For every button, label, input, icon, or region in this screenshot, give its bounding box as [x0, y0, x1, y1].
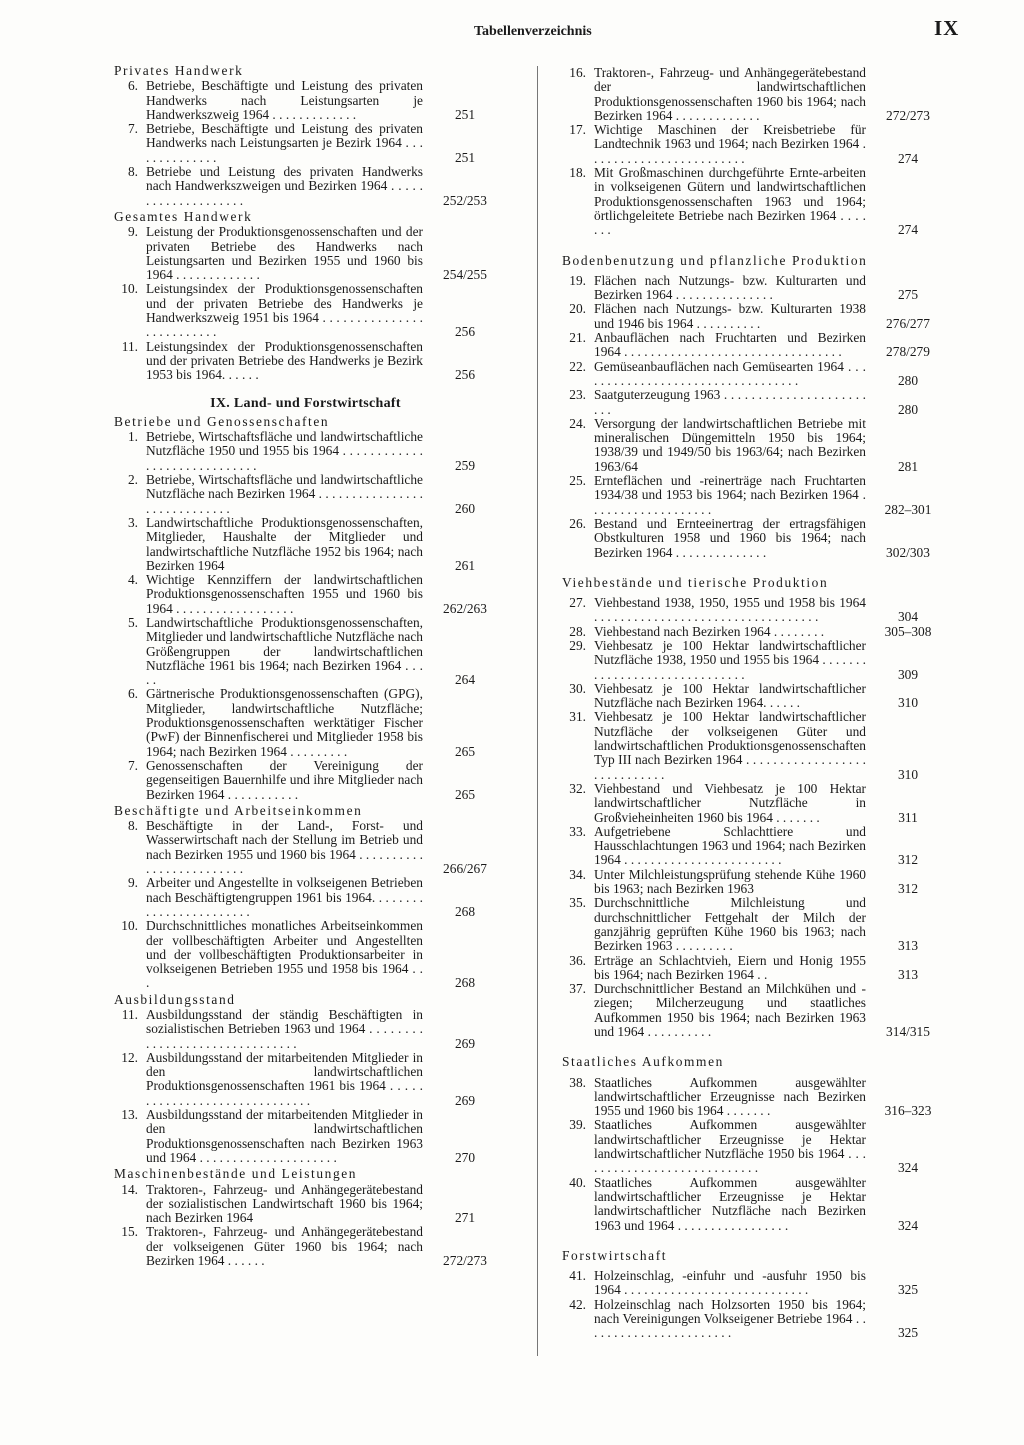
- entry-title: Viehbestand 1938, 1950, 1955 und 1958 bis 1964 . . . . . . . . . . . . . . . . . . . . . . . . . . . . . . . . . .: [594, 595, 866, 625]
- entry-title: Leistung der Produktionsgenossenschaften und der privaten Betriebe des Handwerks nach Leistungsarten und Bezirken 1955 und 1960 bis 1964 . . . . . . . . . . . . .: [146, 224, 423, 283]
- entry-title: Aufgetriebene Schlachttiere und Hausschlachtungen 1963 und 1964; nach Bezirken 1964 . . . . . . . . . . . . . . . . . . . . . . . .: [594, 823, 866, 868]
- entry-number: 9.: [127, 875, 138, 891]
- entry-number: 38.: [569, 1074, 586, 1090]
- entry-page-ref: 313: [897, 938, 919, 954]
- entry-number: 19.: [569, 272, 586, 288]
- section-heading: Privates Handwerk: [114, 63, 244, 78]
- toc-entry: [556, 639, 946, 682]
- entry-title: Durchschnittliches monatliches Arbeitseinkommen der vollbeschäftigten Arbeiter und Angestellten und der vollbeschäftigten Produktionsarbeiter in volkseigenen Betrieben 1955 und 1958 bis 1964 . . .: [146, 918, 423, 991]
- chapter-heading: IX. Land- und Forstwirtschaft: [210, 395, 401, 411]
- toc-entry: [108, 759, 503, 802]
- toc-entry: [108, 1008, 503, 1051]
- entry-page-ref: 275: [897, 287, 919, 303]
- entry-page-ref: 309: [897, 666, 919, 682]
- entry-page-ref: 268: [454, 903, 476, 919]
- toc-entry: [556, 868, 946, 897]
- toc-entry: [556, 782, 946, 825]
- page-header: [0, 16, 1024, 44]
- section-heading: Ausbildungsstand: [114, 991, 236, 1007]
- section-heading: Gesamtes Handwerk: [114, 208, 253, 224]
- entry-title: Unter Milchleistungsprüfung stehende Kühe 1960 bis 1963; nach Bezirken 1963: [594, 866, 866, 897]
- toc-entry: [108, 340, 503, 383]
- entry-title: Wichtige Maschinen der Kreisbetriebe für Landtechnik 1963 und 1964; nach Bezirken 1964 . . . . . . . . . . . . . . . . . . . . . . . .: [594, 122, 866, 166]
- entry-title: Traktoren-, Fahrzeug- und Anhängegerätebestand der volkseigenen Güter 1960 bis 1964; nach Bezirken 1964 . . . . . .: [146, 1224, 423, 1269]
- entry-page-ref: 272/273: [886, 107, 930, 123]
- toc-entry: [108, 687, 503, 758]
- entry-page-ref: 312: [897, 852, 919, 868]
- entry-title: Betriebe, Beschäftigte und Leistung des privaten Handwerks nach Leistungsarten je Handwerkszweig 1964 . . . . . . . . . . . . .: [146, 78, 423, 122]
- entry-page-ref: 269: [454, 1035, 476, 1051]
- entry-number: 17.: [569, 122, 586, 138]
- entry-title: Viehbesatz je 100 Hektar landwirtschaftlicher Nutzfläche nach Bezirken 1964. . . . . .: [594, 680, 866, 711]
- entry-number: 25.: [569, 473, 586, 489]
- entry-number: 2.: [127, 472, 138, 488]
- section-heading: Maschinenbestände und Leistungen: [114, 1166, 358, 1182]
- entry-number: 10.: [121, 918, 138, 934]
- toc-entry: [556, 710, 946, 781]
- toc-entry: [556, 982, 946, 1039]
- entry-number: 21.: [569, 330, 586, 346]
- entry-title: Betriebe, Wirtschaftsfläche und landwirtschaftliche Nutzfläche nach Bezirken 1964 . . . . . . . . . . . . . . . . . . . . . . . . . . . . .: [146, 472, 423, 516]
- entry-title: Versorgung der landwirtschaftlichen Betriebe mit mineralischen Düngemitteln 1950 bis 1964; 1938/39 und 1949/50 bis 1963/64; nach Bezirken 1963/64: [594, 415, 866, 474]
- entry-page-ref: 274: [897, 150, 919, 166]
- entry-title: Leistungsindex der Produktionsgenossenschaften und der privaten Betriebe des Handwerks je Bezirk 1953 bis 1964. . . . . .: [146, 338, 423, 383]
- entry-title: Ernteflächen und -reinerträge nach Fruchtarten 1934/38 und 1953 bis 1964; nach Bezirken 1964 . . . . . . . . . . . . . . . . . . .: [594, 473, 866, 517]
- entry-title: Landwirtschaftliche Produktionsgenossenschaften, Mitglieder und landwirtschaftliche Nutzfläche nach Größengruppen der landwirtschaftlichen Nutzfläche 1961 bis 1964; nach Bezirken 1964 . . . . .: [146, 614, 423, 688]
- entry-number: 5.: [127, 614, 138, 630]
- entry-page-ref: 281: [897, 458, 919, 474]
- entry-page-ref: 316–323: [884, 1103, 932, 1119]
- entry-number: 9.: [127, 224, 138, 240]
- entry-title: Bestand und Ernteeinertrag der ertragsfähigen Obstkulturen 1958 und 1960 bis 1964; nach Bezirken 1964 . . . . . . . . . . . . . .: [594, 515, 866, 560]
- entry-title: Durchschnittlicher Bestand an Milchkühen und -ziegen; Milcherzeugung und staatliches Aufkommen 1950 bis 1964; nach Bezirken 1963 und 1964 . . . . . . . . . .: [594, 981, 866, 1039]
- entry-number: 34.: [569, 866, 586, 882]
- page-number: IX: [934, 16, 960, 40]
- entry-title: Anbauflächen nach Fruchtarten und Bezirken 1964 . . . . . . . . . . . . . . . . . . . . . . . . . . . . . . . . .: [594, 330, 866, 360]
- entry-page-ref: 262/263: [443, 600, 487, 616]
- toc-entry: [556, 825, 946, 868]
- entry-page-ref: 251: [454, 149, 476, 165]
- entry-number: 10.: [121, 281, 138, 297]
- entry-title: Leistungsindex der Produktionsgenossenschaften und der privaten Betriebe des Handwerks je Handwerkszweig 1951 bis 1964 . . . . . . . . . . . . . . . . . . . . . . . . . .: [146, 281, 423, 340]
- entry-page-ref: 269: [454, 1092, 476, 1108]
- entry-page-ref: 266/267: [443, 861, 487, 877]
- toc-entry: [556, 1269, 946, 1298]
- section-heading: Betriebe und Genossenschaften: [114, 413, 330, 429]
- entry-title: Staatliches Aufkommen ausgewählter landwirtschaftlicher Erzeugnisse je Hektar landwirtschaftlicher Nutzfläche 1950 bis 1964 . . . . . . . . . . . . . . . . . . . . . . . . . . . .: [594, 1117, 866, 1176]
- section-heading: Beschäftigte und Arbeitseinkommen: [114, 802, 363, 818]
- toc-entry: [108, 919, 503, 990]
- entry-page-ref: 280: [897, 401, 919, 417]
- toc-entry: [108, 282, 503, 339]
- entry-title: Traktoren-, Fahrzeug- und Anhängegerätebestand der sozialistischen Landwirtschaft 1960 bis 1964; nach Bezirken 1964: [146, 1181, 423, 1226]
- entry-title: Flächen nach Nutzungs- bzw. Kulturarten und Bezirken 1964 . . . . . . . . . . . . . . .: [594, 272, 866, 303]
- entry-number: 14.: [121, 1181, 138, 1197]
- entry-page-ref: 265: [454, 743, 476, 759]
- left-column: [108, 62, 503, 1268]
- toc-entry: [556, 474, 946, 517]
- entry-title: Traktoren-, Fahrzeug- und Anhängegerätebestand der landwirtschaftlichen Produktionsgenossenschaften 1960 bis 1964; nach Bezirken 1964 . . . . . . . . . . . . .: [594, 65, 866, 123]
- toc-entry: [556, 123, 946, 166]
- entry-title: Staatliches Aufkommen ausgewählter landwirtschaftlicher Erzeugnisse nach Bezirken 1955 und 1960 bis 1964 . . . . . . .: [594, 1074, 866, 1119]
- entry-page-ref: 256: [454, 367, 476, 383]
- entry-page-ref: 314/315: [886, 1024, 930, 1039]
- entry-title: Staatliches Aufkommen ausgewählter landwirtschaftlicher Erzeugnisse je Hektar landwirtschaftlicher Nutzfläche nach Bezirken 1963 und 1964 . . . . . . . . . . . . . . . . .: [594, 1174, 866, 1233]
- toc-entry: [556, 517, 946, 560]
- entry-number: 6.: [127, 78, 138, 94]
- entry-number: 7.: [127, 757, 138, 773]
- entry-number: 13.: [121, 1107, 138, 1123]
- entry-number: 41.: [569, 1268, 586, 1284]
- entry-title: Holzeinschlag, -einfuhr und -ausfuhr 1950 bis 1964 . . . . . . . . . . . . . . . . . . . . . . . . . . . .: [594, 1268, 866, 1298]
- entry-number: 1.: [127, 429, 138, 445]
- entry-number: 39.: [569, 1117, 586, 1133]
- toc-entry: [556, 682, 946, 711]
- toc-entry: [556, 954, 946, 983]
- entry-page-ref: 276/277: [886, 315, 930, 331]
- entry-title: Landwirtschaftliche Produktionsgenossenschaften, Mitglieder, Haushalte der Mitglieder und landwirtschaftliche Nutzfläche 1952 bis 1964; nach Bezirken 1964: [146, 514, 423, 573]
- toc-entry: [556, 1298, 946, 1341]
- entry-number: 23.: [569, 387, 586, 403]
- entry-title: Holzeinschlag nach Holzsorten 1950 bis 1964; nach Vereinigungen Volkseigener Betriebe 1964 . . . . . . . . . . . . . . . . . . . . . . .: [594, 1296, 866, 1341]
- entry-page-ref: 310: [897, 766, 919, 782]
- entry-number: 32.: [569, 780, 586, 796]
- toc-entry: [556, 388, 946, 417]
- toc-entry: [556, 66, 946, 123]
- entry-number: 28.: [569, 623, 586, 639]
- entry-number: 40.: [569, 1174, 586, 1190]
- entry-number: 42.: [569, 1296, 586, 1312]
- entry-page-ref: 270: [454, 1149, 476, 1165]
- entry-title: Wichtige Kennziffern der landwirtschaftlichen Produktionsgenossenschaften 1955 und 1960 bis 1964 . . . . . . . . . . . . . . . . . .: [146, 572, 423, 616]
- entry-page-ref: 305–308: [884, 623, 932, 639]
- entry-number: 4.: [127, 572, 138, 588]
- entry-number: 36.: [569, 952, 586, 968]
- entry-page-ref: 264: [454, 672, 476, 688]
- section-heading: Bodenbenutzung und pflanzliche Produktion: [562, 252, 868, 268]
- entry-number: 20.: [569, 301, 586, 317]
- section-heading: Forstwirtschaft: [562, 1247, 668, 1263]
- toc-entry: [108, 819, 503, 876]
- toc-entry: [556, 896, 946, 953]
- entry-number: 8.: [127, 164, 138, 180]
- toc-entry: [108, 473, 503, 516]
- entry-title: Viehbesatz je 100 Hektar landwirtschaftlicher Nutzfläche 1938, 1950 und 1955 bis 1964 . . . . . . . . . . . . . . . . . . . . . . . . . . . . . .: [594, 637, 866, 682]
- entry-page-ref: 274: [897, 222, 919, 238]
- entry-number: 33.: [569, 823, 586, 839]
- running-title: Tabellenverzeichnis: [474, 24, 592, 39]
- entry-page-ref: 272/273: [443, 1253, 487, 1269]
- entry-number: 11.: [121, 338, 138, 354]
- entry-number: 18.: [569, 165, 586, 181]
- entry-page-ref: 278/279: [886, 344, 930, 360]
- toc-entry: [556, 1076, 946, 1119]
- entry-number: 24.: [569, 415, 586, 431]
- toc-entry: [556, 302, 946, 331]
- toc-entry: [556, 331, 946, 360]
- entry-title: Beschäftigte in der Land-, Forst- und Wasserwirtschaft nach der Stellung im Betrieb und nach Bezirken 1955 und 1960 bis 1964 . . . . . . . . . . . . . . . . . . . . . . . . .: [146, 818, 423, 877]
- entry-title: Saatguterzeugung 1963 . . . . . . . . . . . . . . . . . . . . . . . .: [594, 387, 866, 417]
- entry-title: Ausbildungsstand der mitarbeitenden Mitglieder in den landwirtschaftlichen Produktionsgenossenschaften 1961 bis 1964 . . . . . . . . . . . . . . . . . . . . . . . . . . . . . .: [146, 1049, 423, 1108]
- entry-title: Viehbestand nach Bezirken 1964 . . . . . . . .: [594, 623, 825, 639]
- entry-page-ref: 312: [897, 881, 919, 897]
- entry-page-ref: 259: [454, 457, 476, 473]
- toc-entry: [108, 1225, 503, 1268]
- toc-entry: [108, 1108, 503, 1165]
- toc-entry: [108, 430, 503, 473]
- entry-page-ref: 310: [897, 695, 919, 711]
- entry-number: 15.: [121, 1224, 138, 1240]
- entry-number: 22.: [569, 358, 586, 374]
- entry-title: Arbeiter und Angestellte in volkseigenen Betrieben nach Beschäftigtengruppen 1961 bis 1964. . . . . . . . . . . . . . . . . . . . . . . .: [146, 875, 423, 919]
- entry-page-ref: 251: [454, 106, 476, 122]
- entry-number: 30.: [569, 680, 586, 696]
- entry-page-ref: 260: [454, 500, 476, 516]
- entry-number: 3.: [127, 514, 138, 530]
- entry-number: 29.: [569, 637, 586, 653]
- toc-entry: [556, 1118, 946, 1175]
- toc-entry: [108, 1051, 503, 1108]
- section-heading: Staatliches Aufkommen: [562, 1054, 724, 1070]
- entry-number: 27.: [569, 595, 586, 611]
- entry-number: 37.: [569, 981, 586, 997]
- entry-title: Viehbesatz je 100 Hektar landwirtschaftlicher Nutzfläche der volkseigenen Güter und landwirtschaftlichen Produktionsgenossenschaften Typ III nach Bezirken 1964 . . . . . . . . . . . . . . . . . . . . . . . . . . . . .: [594, 709, 866, 782]
- column-divider: [537, 66, 538, 1356]
- entry-title: Durchschnittliche Milchleistung und durchschnittlicher Fettgehalt der Milch der ganzjährig geprüften Kühe 1960 bis 1963; nach Bezirken 1963 . . . . . . . . .: [594, 895, 866, 954]
- entry-page-ref: 256: [454, 324, 476, 340]
- entry-number: 35.: [569, 895, 586, 911]
- entry-page-ref: 311: [898, 809, 918, 825]
- toc-entry: [108, 165, 503, 208]
- entry-title: Erträge an Schlachtvieh, Eiern und Honig 1955 bis 1964; nach Bezirken 1964 . .: [594, 952, 866, 982]
- entry-number: 16.: [569, 65, 586, 80]
- entry-page-ref: 324: [897, 1160, 919, 1176]
- entry-number: 11.: [121, 1007, 138, 1022]
- entry-number: 6.: [127, 686, 138, 702]
- entry-page-ref: 302/303: [886, 544, 930, 560]
- toc-entry: [556, 417, 946, 474]
- entry-page-ref: 271: [454, 1210, 476, 1226]
- entry-title: Genossenschaften der Vereinigung der gegenseitigen Bauernhilfe und ihre Mitglieder nach Bezirken 1964 . . . . . . . . . . .: [146, 757, 423, 802]
- toc-entry: [108, 122, 503, 165]
- toc-entry: [556, 274, 946, 303]
- toc-entry: [108, 79, 503, 122]
- entry-page-ref: 304: [897, 609, 919, 625]
- entry-page-ref: 325: [897, 1325, 919, 1341]
- entry-page-ref: 265: [454, 786, 476, 802]
- toc-entry: [108, 573, 503, 616]
- entry-title: Mit Großmaschinen durchgeführte Ernte-arbeiten in volkseigenen Gütern und landwirtschaftlichen Produktionsgenossenschaften 1963 und 1964; örtlichgeleitete Betriebe nach Bezirken 1964 . . . . . . .: [594, 165, 866, 238]
- entry-number: 7.: [127, 121, 138, 137]
- toc-entry: [108, 516, 503, 573]
- entry-page-ref: 268: [454, 975, 476, 991]
- entry-title: Gemüseanbauflächen nach Gemüsearten 1964 . . . . . . . . . . . . . . . . . . . . . . . . . . . . . . . . . .: [594, 358, 866, 388]
- entry-title: Viehbestand und Viehbesatz je 100 Hektar landwirtschaftlicher Nutzfläche in Großvieheinheiten 1960 bis 1964 . . . . . . .: [594, 780, 866, 825]
- entry-page-ref: 254/255: [443, 267, 487, 283]
- toc-entry: [108, 616, 503, 687]
- entry-title: Betriebe, Beschäftigte und Leistung des privaten Handwerks nach Leistungsarten je Bezirk 1964 . . . . . . . . . . . . . .: [146, 121, 423, 165]
- entry-page-ref: 261: [454, 557, 476, 573]
- entry-title: Flächen nach Nutzungs- bzw. Kulturarten 1938 und 1946 bis 1964 . . . . . . . . . .: [594, 301, 866, 331]
- toc-entry: [108, 1183, 503, 1226]
- entry-number: 31.: [569, 709, 586, 725]
- section-heading: Viehbestände und tierische Produktion: [562, 574, 829, 590]
- entry-number: 26.: [569, 515, 586, 531]
- entry-number: 8.: [127, 818, 138, 834]
- toc-entry: [556, 360, 946, 389]
- toc-entry: [108, 876, 503, 919]
- toc-entry: [556, 596, 946, 625]
- toc-entry: [108, 225, 503, 282]
- entry-title: Ausbildungsstand der ständig Beschäftigten in sozialistischen Betrieben 1963 und 1964 . . . . . . . . . . . . . . . . . . . . . . . . . . . . . . .: [146, 1007, 423, 1051]
- toc-entry: [556, 625, 946, 639]
- toc-entry: [556, 166, 946, 237]
- entry-title: Betriebe und Leistung des privaten Handwerks nach Handwerkszweigen und Bezirken 1964 . . . . . . . . . . . . . . . . . . . .: [146, 164, 423, 208]
- entry-page-ref: 252/253: [443, 192, 487, 208]
- entry-page-ref: 282–301: [884, 501, 932, 517]
- entry-page-ref: 280: [897, 372, 919, 388]
- entry-title: Gärtnerische Produktionsgenossenschaften (GPG), Mitglieder, landwirtschaftliche Nutzfläche; Produktionsgenossenschaften werktätiger Fischer (PwF) der Binnenfischerei und Mitglieder 1958 bis 1964; nach Bezirken 1964 . . . . . . . . .: [146, 686, 423, 759]
- toc-entry: [556, 1176, 946, 1233]
- entry-number: 12.: [121, 1049, 138, 1065]
- entry-page-ref: 325: [897, 1282, 919, 1298]
- entry-page-ref: 313: [897, 966, 919, 982]
- entry-title: Betriebe, Wirtschaftsfläche und landwirtschaftliche Nutzfläche 1950 und 1955 bis 1964 . . . . . . . . . . . . . . . . . . . . . . . . . . . . .: [146, 429, 423, 473]
- entry-page-ref: 324: [897, 1217, 919, 1233]
- entry-title: Ausbildungsstand der mitarbeitenden Mitglieder in den landwirtschaftlichen Produktionsgenossenschaften nach Bezirken 1963 und 1964 . . . . . . . . . . . . . . . . . . . . .: [146, 1107, 423, 1165]
- right-column: [556, 66, 946, 1341]
